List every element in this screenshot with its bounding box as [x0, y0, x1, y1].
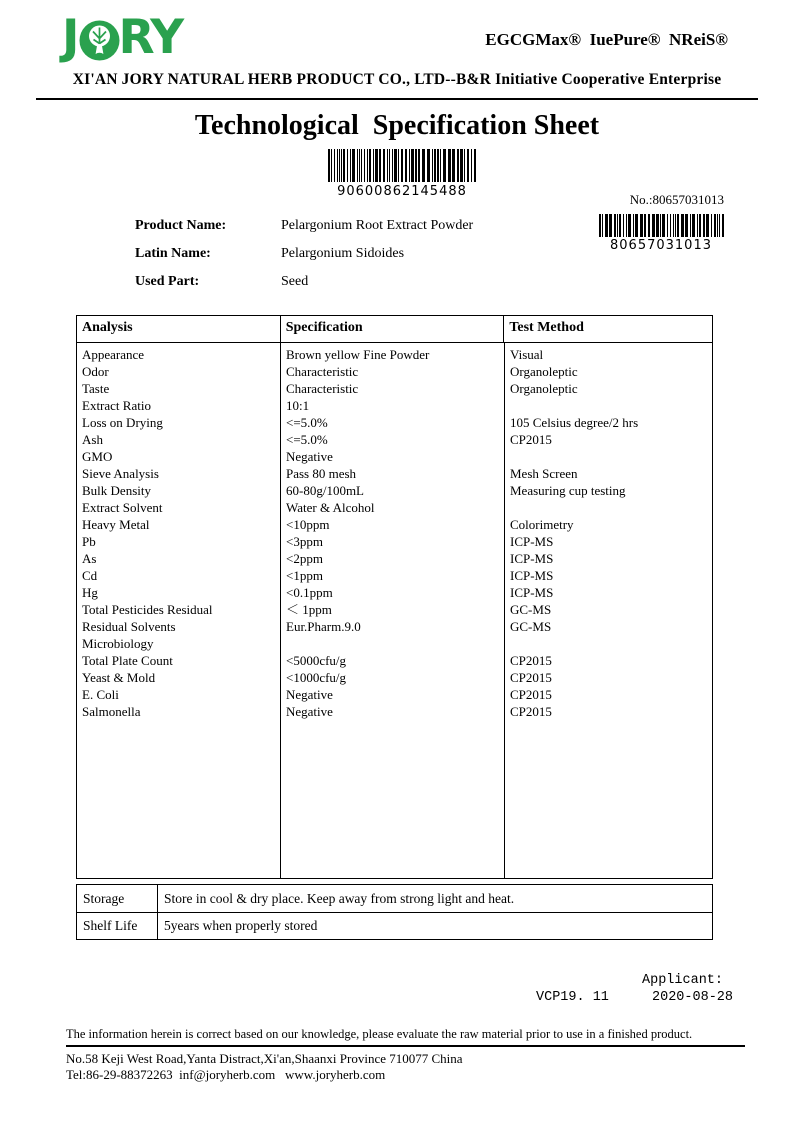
spec-cell: Bulk Density: [82, 483, 151, 498]
spec-cell: ICP-MS: [510, 534, 554, 549]
spec-column-test-method: [505, 343, 713, 878]
spec-cell: <1ppm: [286, 568, 323, 583]
spec-cell: Pass 80 mesh: [286, 466, 357, 481]
used-part-value: Seed: [281, 274, 309, 289]
spec-cell: Sieve Analysis: [82, 466, 159, 481]
spec-column-specification: [281, 343, 505, 878]
storage-label: Storage: [77, 885, 158, 912]
product-name-value: Pelargonium Root Extract Powder: [281, 218, 474, 233]
spec-cell: Pb: [82, 534, 96, 549]
spec-cell: Characteristic: [286, 364, 359, 379]
spec-cell: CP2015: [510, 432, 552, 447]
product-name-label: Product Name:: [135, 218, 227, 233]
spec-cell: Extract Solvent: [82, 500, 163, 515]
storage-value: Store in cool & dry place. Keep away from strong light and heat.: [164, 890, 515, 906]
spec-cell: 105 Celsius degree/2 hrs: [510, 415, 639, 430]
shelf-life-row: [77, 912, 712, 939]
spec-cell: Residual Solvents: [82, 619, 176, 634]
spec-cell: [505, 635, 713, 652]
spec-cell: Extract Ratio: [82, 398, 151, 413]
spec-cell: Mesh Screen: [510, 466, 578, 481]
spec-cell: <=5.0%: [286, 432, 328, 447]
spec-cell: GC-MS: [510, 619, 552, 634]
spec-cell: Organoleptic: [510, 364, 578, 379]
spec-cell: Negative: [286, 704, 333, 719]
spec-cell: [505, 397, 713, 414]
spec-cell: ＜ 1ppm: [286, 602, 332, 617]
spec-cell: <0.1ppm: [286, 585, 333, 600]
spec-cell: Eur.Pharm.9.0: [286, 619, 361, 634]
logo-text-j: J: [62, 10, 78, 65]
main-barcode-number: 90600862145488: [337, 184, 467, 199]
spec-cell: Odor: [82, 364, 109, 379]
spec-cell: Brown yellow Fine Powder: [286, 347, 430, 362]
spec-cell: Appearance: [82, 347, 145, 362]
jory-logo: [62, 10, 183, 65]
spec-header-specification: Specification: [281, 316, 505, 342]
spec-cell: <2ppm: [286, 551, 323, 566]
spec-header-analysis: Analysis: [77, 316, 281, 342]
spec-cell: [505, 499, 713, 516]
latin-name-label: Latin Name:: [135, 246, 211, 261]
spec-cell: Total Plate Count: [82, 653, 173, 668]
version-code: VCP19. 11: [536, 990, 609, 1005]
spec-cell: <5000cfu/g: [286, 653, 347, 668]
spec-cell: CP2015: [510, 670, 552, 685]
spec-cell: 10:1: [286, 398, 310, 413]
company-address: No.58 Keji West Road,Yanta Distract,Xi'an,Shaanxi Province 710077 China: [66, 1051, 463, 1066]
spec-cell: Cd: [82, 568, 98, 583]
specification-table: [76, 315, 713, 879]
spec-cell: [281, 635, 504, 652]
spec-cell: Heavy Metal: [82, 517, 150, 532]
spec-cell: Measuring cup testing: [510, 483, 626, 498]
applicant-date: 2020-08-28: [652, 990, 734, 1005]
main-barcode: [310, 149, 494, 182]
spec-cell: <10ppm: [286, 517, 330, 532]
spec-cell: CP2015: [510, 687, 552, 702]
spec-cell: Total Pesticides Residual: [82, 602, 213, 617]
spec-cell: GMO: [82, 449, 113, 464]
spec-table-body: [77, 343, 712, 878]
shelf-life-label: Shelf Life: [77, 913, 158, 939]
document-number: No.:80657031013: [629, 192, 724, 207]
logo-tree-icon: [79, 20, 120, 61]
applicant-label: Applicant:: [642, 973, 724, 988]
spec-cell: Taste: [82, 381, 110, 396]
spec-cell: CP2015: [510, 704, 552, 719]
footer-divider: [66, 1045, 745, 1047]
spec-cell: Negative: [286, 687, 333, 702]
disclaimer-text: The information herein is correct based on our knowledge, please evaluate the raw material prior to use in a finished product.: [66, 1027, 693, 1041]
spec-cell: CP2015: [510, 653, 552, 668]
company-name: XI'AN JORY NATURAL HERB PRODUCT CO., LTD--B&R Initiative Cooperative Enterprise: [72, 71, 722, 88]
spec-cell: ICP-MS: [510, 585, 554, 600]
spec-cell: Microbiology: [82, 636, 154, 651]
spec-cell: Hg: [82, 585, 98, 600]
spec-cell: Colorimetry: [510, 517, 574, 532]
spec-cell: Yeast & Mold: [82, 670, 156, 685]
spec-cell: GC-MS: [510, 602, 552, 617]
spec-cell: E. Coli: [82, 687, 119, 702]
logo-text-ry: RY: [118, 10, 183, 65]
spec-cell: ICP-MS: [510, 551, 554, 566]
trademark-line: EGCGMax® IuePure® NReiS®: [485, 30, 728, 49]
spec-cell: Negative: [286, 449, 333, 464]
shelf-life-value: 5years when properly stored: [164, 918, 318, 933]
storage-table: [76, 884, 713, 940]
spec-cell: ICP-MS: [510, 568, 554, 583]
spec-cell: 60-80g/100mL: [286, 483, 364, 498]
spec-header-test-method: Test Method: [509, 320, 584, 335]
company-contact: Tel:86-29-88372263 inf@joryherb.com www.joryherb.com: [66, 1067, 386, 1082]
spec-cell: Organoleptic: [510, 381, 578, 396]
spec-cell: <1000cfu/g: [286, 670, 347, 685]
spec-cell: Visual: [510, 347, 544, 362]
latin-name-value: Pelargonium Sidoides: [281, 246, 405, 261]
spec-table-header-row: [77, 316, 712, 343]
spec-cell: Ash: [82, 432, 103, 447]
used-part-label: Used Part:: [135, 274, 200, 289]
side-barcode: [590, 214, 732, 237]
spec-column-analysis: [77, 343, 281, 878]
spec-cell: Water & Alcohol: [286, 500, 375, 515]
spec-cell: Loss on Drying: [82, 415, 163, 430]
page-title: Technological Specification Sheet: [194, 110, 600, 141]
spec-cell: [505, 448, 713, 465]
spec-cell: As: [82, 551, 97, 566]
spec-cell: <=5.0%: [286, 415, 328, 430]
spec-cell: Characteristic: [286, 381, 359, 396]
side-barcode-number: 80657031013: [610, 238, 712, 253]
storage-row: [77, 885, 712, 912]
spec-cell: Salmonella: [82, 704, 141, 719]
spec-cell: <3ppm: [286, 534, 323, 549]
header-divider: [36, 98, 758, 100]
